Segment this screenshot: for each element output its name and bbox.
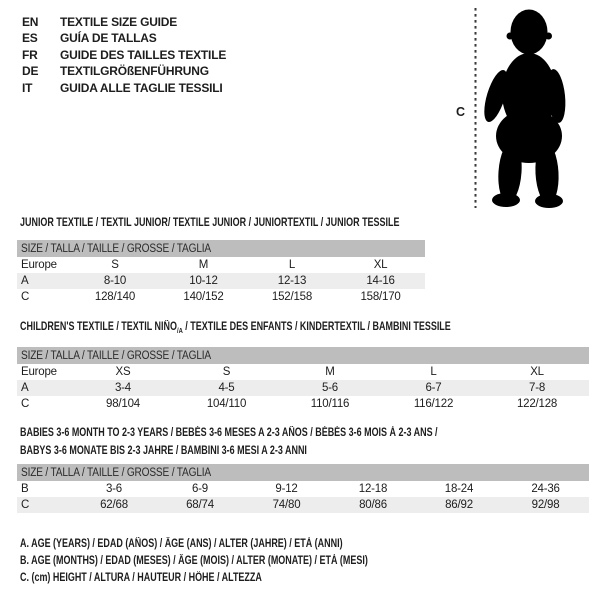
cell: 4-5 bbox=[218, 382, 235, 394]
table-row-height bbox=[17, 289, 425, 305]
cell: L bbox=[430, 366, 437, 378]
table-row-europe bbox=[17, 257, 425, 273]
table-row-europe bbox=[17, 364, 589, 380]
language-code: EN bbox=[22, 15, 39, 29]
junior-table-title bbox=[20, 217, 506, 230]
language-title-list bbox=[22, 14, 226, 96]
cell: XS bbox=[115, 366, 131, 378]
babies-size-table bbox=[17, 464, 589, 513]
table-row-age bbox=[17, 273, 425, 289]
cell: 24-36 bbox=[531, 483, 560, 495]
row-label: C bbox=[21, 499, 30, 511]
language-title: GUIDA ALLE TAGLIE TESSILI bbox=[60, 80, 223, 95]
cell: 12-18 bbox=[358, 483, 388, 495]
junior-size-table bbox=[17, 240, 425, 305]
row-label: A bbox=[21, 382, 29, 394]
title-text-pre: CHILDREN'S TEXTILE / TEXTIL NIÑO bbox=[20, 321, 177, 333]
cell: 5-6 bbox=[321, 382, 339, 394]
cell: 80/86 bbox=[359, 499, 387, 511]
baby-figure bbox=[440, 0, 600, 220]
table-row-age bbox=[17, 380, 589, 396]
table-row-months bbox=[17, 481, 589, 497]
footnote-a-text: A. AGE (YEARS) / EDAD (AÑOS) / ÂGE (ANS) / ALTER (JAHRE) / ETÀ (ANNI) bbox=[20, 538, 343, 550]
cell: 122/128 bbox=[516, 398, 558, 410]
language-code: DE bbox=[22, 64, 39, 79]
babies-table-title-line1: BABIES 3-6 MONTH TO 2-3 YEARS / BEBÉS 3-6 MESES A 2-3 AÑOS / BÉBÉS 3-6 MOIS À 2-3 ANS / bbox=[20, 427, 438, 439]
cell: XL bbox=[530, 366, 544, 378]
cell: 62/68 bbox=[100, 499, 128, 511]
cell: 3-4 bbox=[114, 382, 132, 394]
language-title: GUIDE DES TAILLES TEXTILE bbox=[60, 47, 227, 62]
footnote-c-text: C. (cm) HEIGHT / ALTURA / HAUTEUR / HÖHE / ALTEZZA bbox=[20, 572, 262, 585]
cell: L bbox=[288, 259, 296, 271]
cell: 86/92 bbox=[445, 499, 473, 511]
title-text-post: / TEXTILE DES ENFANTS / KINDERTEXTIL / BAMBINI TESSILE bbox=[182, 321, 451, 333]
cell: 18-24 bbox=[444, 483, 474, 495]
babies-table-title bbox=[20, 424, 555, 460]
title-subscript: /A bbox=[176, 325, 183, 335]
row-label: Europe bbox=[21, 259, 57, 271]
row-label: Europe bbox=[21, 366, 57, 378]
children-table-title bbox=[20, 321, 572, 334]
cell: 140/152 bbox=[183, 291, 224, 303]
cell: S bbox=[222, 366, 231, 378]
cell: 14-16 bbox=[366, 275, 395, 287]
cell: M bbox=[325, 366, 335, 378]
row-label: B bbox=[21, 483, 29, 495]
language-row-de bbox=[22, 63, 226, 79]
cell: 10-12 bbox=[189, 275, 218, 287]
language-row-fr bbox=[22, 47, 226, 63]
language-code: FR bbox=[22, 47, 38, 62]
cell: 116/122 bbox=[413, 398, 454, 410]
size-header-bar bbox=[17, 464, 589, 481]
cell: 152/158 bbox=[271, 291, 313, 303]
row-label: C bbox=[21, 291, 30, 303]
cell: 68/74 bbox=[186, 499, 214, 511]
cell: S bbox=[111, 259, 119, 271]
cell: 8-10 bbox=[103, 275, 127, 287]
cell: 158/170 bbox=[360, 291, 401, 303]
language-row-en bbox=[22, 14, 226, 30]
size-header-text: SIZE / TALLA / TAILLE / GRÖSSE / TAGLIA bbox=[21, 466, 211, 479]
language-row-es bbox=[22, 30, 226, 46]
cell: 128/140 bbox=[94, 291, 136, 303]
junior-table-title-text: JUNIOR TEXTILE / TEXTIL JUNIOR/ TEXTILE JUNIOR / JUNIORTEXTIL / JUNIOR TESSILE bbox=[20, 217, 400, 229]
row-label: A bbox=[21, 275, 29, 287]
language-code: IT bbox=[22, 80, 33, 95]
size-header-row bbox=[17, 347, 589, 364]
cell: 9-12 bbox=[275, 483, 298, 495]
cell: 6-9 bbox=[191, 483, 209, 495]
footnote-a bbox=[20, 536, 466, 553]
cell: 12-13 bbox=[277, 275, 307, 287]
footnote-b-text: B. AGE (MONTHS) / EDAD (MESES) / ÂGE (MOIS) / ALTER (MONATE) / ETÀ (MESI) bbox=[20, 555, 368, 568]
footnote-b bbox=[20, 553, 466, 570]
size-header-row bbox=[17, 464, 589, 481]
baby-silhouette bbox=[479, 10, 567, 209]
table-row-height bbox=[17, 497, 589, 513]
size-header-row bbox=[17, 240, 425, 257]
cell: XL bbox=[373, 259, 388, 271]
row-label: C bbox=[21, 398, 30, 410]
height-measure-label: C bbox=[456, 105, 466, 119]
size-header-bar bbox=[17, 240, 425, 257]
size-header-text: SIZE / TALLA / TAILLE / GRÖSSE / TAGLIA bbox=[21, 242, 211, 255]
cell: 98/104 bbox=[106, 398, 140, 410]
cell: 6-7 bbox=[425, 382, 442, 394]
cell: 74/80 bbox=[272, 499, 301, 511]
language-title: TEXTILGRÖßENFÜHRUNG bbox=[60, 64, 209, 79]
cell: M bbox=[198, 259, 209, 271]
cell: 7-8 bbox=[529, 382, 546, 394]
footnote-c bbox=[20, 570, 466, 587]
language-row-it bbox=[22, 80, 226, 96]
language-title: GUÍA DE TALLAS bbox=[60, 31, 157, 46]
cell: 104/110 bbox=[206, 398, 247, 410]
cell: 110/116 bbox=[310, 398, 350, 410]
table-row-height bbox=[17, 396, 589, 412]
footnotes bbox=[20, 536, 466, 588]
language-title: TEXTILE SIZE GUIDE bbox=[60, 15, 178, 29]
babies-table-title-line2: BABYS 3-6 MONATE BIS 2-3 JAHRE / BAMBINI 3-6 MESI A 2-3 ANNI bbox=[20, 445, 307, 457]
children-table-title-text bbox=[20, 321, 451, 334]
cell: 92/98 bbox=[531, 499, 560, 511]
size-header-bar bbox=[17, 347, 589, 364]
language-code: ES bbox=[22, 31, 38, 46]
size-header-text: SIZE / TALLA / TAILLE / GRÖSSE / TAGLIA bbox=[21, 349, 211, 362]
cell: 3-6 bbox=[105, 483, 123, 495]
children-size-table bbox=[17, 347, 589, 412]
